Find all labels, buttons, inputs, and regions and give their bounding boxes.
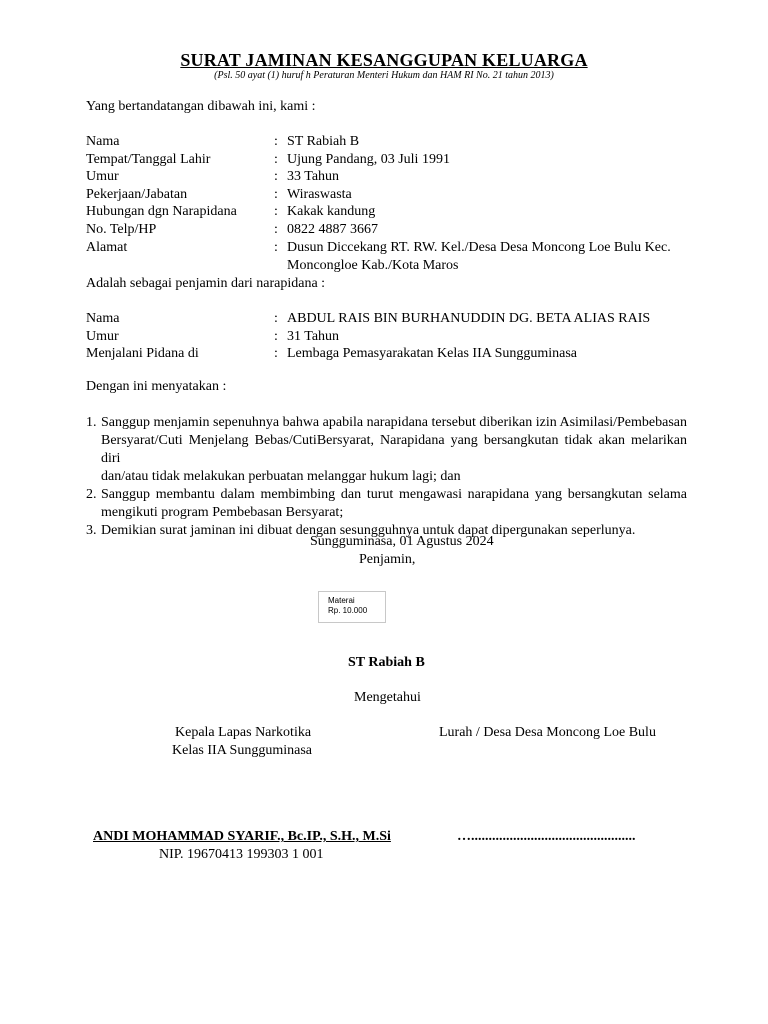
field-value: Kakak kandung [287, 204, 376, 220]
official-left-name: ANDI MOHAMMAD SYARIF., Bc.IP., S.H., M.Si [93, 829, 391, 844]
field-label: Alamat [86, 239, 128, 255]
place-date: Sungguminasa, 01 Agustus 2024 [310, 534, 494, 549]
field-colon: : [274, 134, 278, 149]
stamp-duty-box [318, 591, 386, 623]
document-subtitle: (Psl. 50 ayat (1) huruf h Peraturan Menteri Hukum dan HAM RI No. 21 tahun 2013) [214, 70, 554, 81]
field-value: 0822 4887 3667 [287, 221, 378, 237]
field-label: Pekerjaan/Jabatan [86, 186, 188, 202]
acknowledged-label: Mengetahui [354, 690, 421, 705]
statement-line: dan/atau tidak melakukan perbuatan melanggar hukum lagi; dan [101, 469, 461, 484]
field-label: Tempat/Tanggal Lahir [86, 151, 211, 167]
stamp-label: Materai [328, 596, 355, 605]
statement-item [86, 414, 687, 486]
field-label: Nama [86, 311, 120, 326]
statement-list [86, 414, 687, 540]
field-colon: : [274, 186, 278, 202]
statement-number: 2. [86, 487, 97, 502]
statement-line: Sanggup menjamin sepenuhnya bahwa apabila narapidana tersebut diberikan izin Asimilasi/Pembebasan [101, 415, 687, 430]
statement-line: Sanggup membantu dalam membimbing dan turut mengawasi narapidana yang bersangkutan selama [101, 487, 687, 502]
statement-item [86, 486, 687, 522]
field-colon: : [274, 204, 278, 220]
official-right-name-placeholder: …............................................... [457, 829, 636, 844]
field-label: No. Telp/HP [86, 221, 157, 237]
field-value [287, 239, 687, 275]
official-left-title-line1: Kepala Lapas Narkotika [175, 725, 312, 740]
field-colon: : [274, 169, 278, 185]
field-colon: : [274, 221, 278, 237]
field-value: Wiraswasta [287, 186, 352, 202]
official-left-title-line2: Kelas IIA Sungguminasa [172, 743, 312, 758]
statement-number: 3. [86, 523, 97, 538]
declaration-intro: Dengan ini menyatakan : [86, 379, 227, 394]
document-title: SURAT JAMINAN KESANGGUPAN KELUARGA [180, 50, 588, 70]
field-colon: : [274, 346, 278, 362]
intro-text: Yang bertandatangan dibawah ini, kami : [86, 99, 316, 114]
address-line-2: Moncongloe Kab./Kota Maros [287, 257, 459, 273]
field-colon: : [274, 328, 278, 344]
address-line-1: Dusun Diccekang RT. RW. Kel./Desa Desa Moncong Loe Bulu Kec. [287, 239, 671, 255]
field-colon: : [274, 239, 278, 255]
field-label: Nama [86, 134, 120, 149]
official-right-title: Lurah / Desa Desa Moncong Loe Bulu [439, 725, 656, 740]
field-value: ST Rabiah B [287, 134, 360, 149]
statement-line: mengikuti program Pembebasan Bersyarat; [101, 505, 344, 520]
signer-name: ST Rabiah B [348, 655, 425, 670]
field-value: Ujung Pandang, 03 Juli 1991 [287, 151, 450, 167]
as-guarantor-text: Adalah sebagai penjamin dari narapidana : [86, 276, 326, 291]
field-label: Hubungan dgn Narapidana [86, 204, 237, 220]
field-value: 33 Tahun [287, 169, 340, 185]
field-colon: : [274, 311, 278, 326]
field-label: Umur [86, 328, 119, 344]
official-left-nip: NIP. 19670413 199303 1 001 [159, 847, 324, 862]
statement-line: Demikian surat jaminan ini dibuat dengan sesungguhnya untuk dapat dipergunakan seperlunya. [101, 523, 636, 538]
field-label: Umur [86, 169, 119, 185]
statement-line: Bersyarat/Cuti Menjelang Bebas/CutiBersyarat, Narapidana yang bersangkutan tidak akan melarikan diri [101, 433, 687, 466]
field-value: ABDUL RAIS BIN BURHANUDDIN DG. BETA ALIAS RAIS [287, 311, 651, 326]
field-colon: : [274, 151, 278, 167]
field-value: Lembaga Pemasyarakatan Kelas IIA Sungguminasa [287, 346, 578, 362]
statement-text [101, 414, 687, 486]
statement-number: 1. [86, 415, 97, 430]
field-value: 31 Tahun [287, 328, 340, 344]
guarantor-role: Penjamin, [359, 552, 416, 567]
field-label: Menjalani Pidana di [86, 346, 199, 362]
statement-text [101, 486, 687, 522]
stamp-value: Rp. 10.000 [328, 606, 368, 615]
